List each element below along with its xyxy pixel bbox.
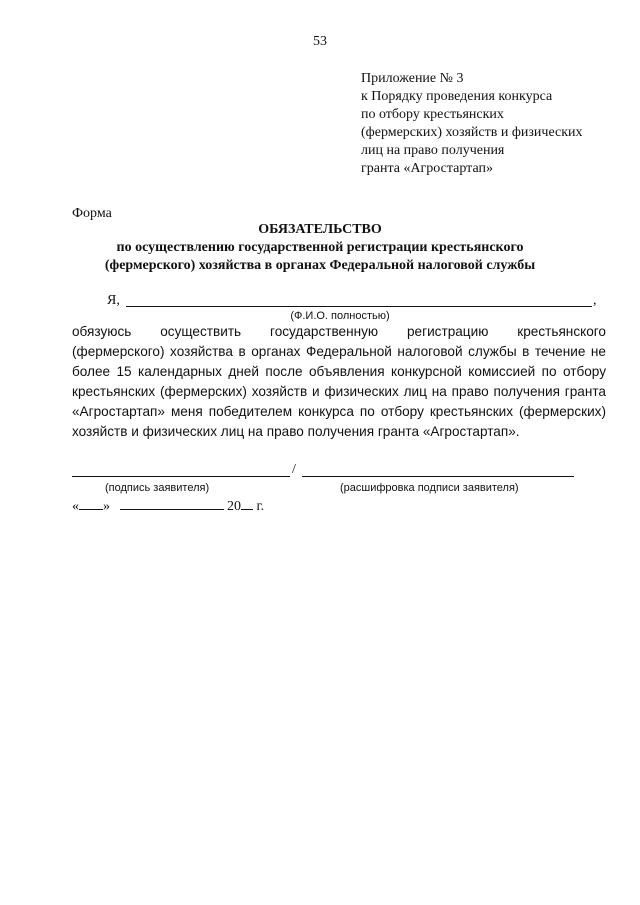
appendix-block [361,70,583,178]
appendix-line: Приложение № 3 [361,71,464,86]
document-subtitle-line: (фермерского) хозяйства в органах Федеральной налоговой службы [104,258,536,273]
month-fill-line[interactable] [120,497,224,510]
appendix-line: гранта «Агростартап» [361,161,493,176]
appendix-line: лиц на право получения [361,143,505,158]
document-subtitle-line: по осуществлению государственной регистрации крестьянского [116,240,524,255]
signature-separator: / [292,462,296,477]
page-number: 53 [313,34,327,49]
form-label: Форма [72,206,112,221]
body-line: обязуюсь осуществить государственную регистрацию крестьянского [72,324,606,339]
appendix-line: к Порядку проведения конкурса [361,89,553,104]
body-line: хозяйств и физических лиц на право получения гранта «Агростартап». [72,424,520,439]
appendix-line: по отбору крестьянских [361,107,504,122]
signature-decode-fill-line[interactable] [302,476,574,477]
body-line: более 15 календарных дней после объявления конкурсной комиссией по отбору [72,364,606,379]
date-open-quote: « [72,499,79,514]
fio-caption: (Ф.И.О. полностью) [290,310,390,322]
fio-trailing-comma: , [593,293,597,308]
date-row [72,497,264,515]
obligation-body [72,322,606,442]
body-line: (фермерского) хозяйства в органах Федеральной налоговой службы в течение не [72,344,606,359]
ya-label: Я, [107,293,120,308]
signature-decode-caption: (расшифровка подписи заявителя) [340,482,519,494]
signature-fill-line[interactable] [72,476,290,477]
body-line: крестьянских (фермерских) хозяйств и физических лиц на право получения гранта [72,384,606,399]
year-fill-line[interactable] [241,497,253,510]
signature-caption: (подпись заявителя) [105,482,210,494]
body-line: «Агростартап» меня победителем конкурса по отбору крестьянских (фермерских) [72,404,606,419]
year-suffix: г. [256,499,265,514]
appendix-line: (фермерских) хозяйств и физических [361,125,583,140]
day-fill-line[interactable] [79,497,103,510]
date-close-quote: » [103,499,110,514]
document-title: ОБЯЗАТЕЛЬСТВО [258,222,382,237]
year-prefix: 20 [227,499,241,514]
fio-fill-line[interactable] [126,306,592,307]
